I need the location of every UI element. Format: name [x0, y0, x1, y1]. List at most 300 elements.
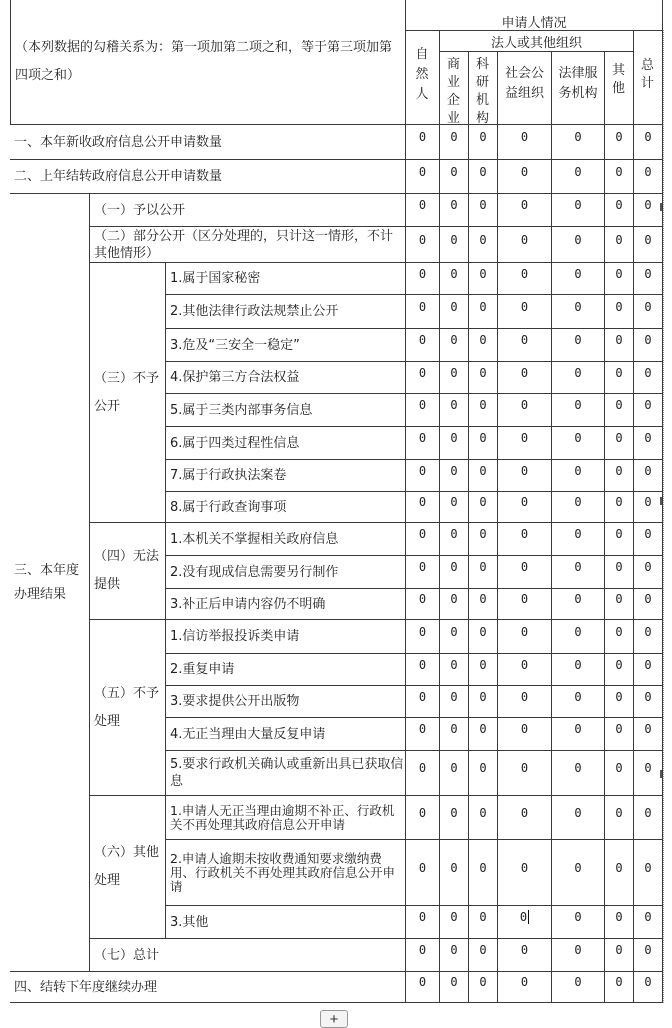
- value-social-welfare-org[interactable]: [498, 718, 552, 751]
- value-research-institute[interactable]: [469, 796, 498, 840]
- value-natural-person[interactable]: [406, 362, 440, 394]
- value-research-institute[interactable]: [469, 589, 498, 620]
- value-research-institute[interactable]: [469, 125, 498, 160]
- value-research-institute[interactable]: [469, 906, 498, 939]
- add-row-button[interactable]: +: [320, 1010, 348, 1028]
- group-not-processed: [90, 620, 166, 796]
- value-text: 0: [574, 198, 582, 212]
- value-natural-person[interactable]: [406, 263, 440, 295]
- value-social-welfare-org[interactable]: [498, 263, 552, 295]
- row-not-processed-2: [166, 654, 406, 686]
- value-natural-person[interactable]: [406, 589, 440, 620]
- value-legal-service-org[interactable]: [552, 427, 605, 460]
- value-text: 0: [574, 975, 582, 989]
- value-research-institute[interactable]: [469, 556, 498, 589]
- value-legal-service-org[interactable]: [552, 620, 605, 654]
- value-text: 0: [418, 130, 427, 144]
- value-text: 0: [615, 527, 623, 541]
- value-text: 0: [418, 910, 427, 924]
- value-social-welfare-org[interactable]: [498, 686, 552, 718]
- value-text: 0: [644, 975, 652, 989]
- row-not-disclosed-7: [166, 460, 406, 492]
- value-text: 0: [520, 198, 529, 212]
- value-text: 0: [644, 495, 652, 509]
- value-other-org[interactable]: [605, 460, 634, 492]
- value-natural-person[interactable]: [406, 718, 440, 751]
- value-text: 0: [479, 333, 487, 347]
- value-other-org[interactable]: [605, 523, 634, 556]
- value-social-welfare-org[interactable]: [498, 972, 552, 1003]
- value-text: 0: [479, 266, 487, 281]
- value-text: 0: [479, 975, 487, 989]
- value-text: 0: [615, 805, 623, 820]
- value-text: 0: [520, 860, 529, 875]
- value-total[interactable]: [634, 556, 663, 589]
- value-research-institute[interactable]: [469, 362, 498, 394]
- value-natural-person[interactable]: [406, 227, 440, 263]
- value-natural-person[interactable]: [406, 556, 440, 589]
- value-research-institute[interactable]: [469, 160, 498, 194]
- value-legal-service-org[interactable]: [552, 492, 605, 523]
- value-text: 0: [615, 266, 623, 281]
- value-text: 0: [574, 560, 582, 574]
- value-text: 0: [574, 495, 582, 509]
- value-commercial-enterprise[interactable]: [440, 329, 469, 362]
- value-natural-person[interactable]: [406, 194, 440, 227]
- value-research-institute[interactable]: [469, 654, 498, 686]
- value-commercial-enterprise[interactable]: [440, 125, 469, 160]
- value-total[interactable]: [634, 589, 663, 620]
- value-text: 0: [520, 463, 529, 478]
- value-legal-service-org[interactable]: [552, 972, 605, 1003]
- value-text: 0: [418, 860, 427, 875]
- value-commercial-enterprise[interactable]: [440, 972, 469, 1003]
- group-other-processing: [90, 796, 166, 939]
- value-legal-service-org[interactable]: [552, 686, 605, 718]
- value-other-org[interactable]: [605, 227, 634, 263]
- value-text: 0: [574, 943, 582, 957]
- value-total[interactable]: [634, 460, 663, 492]
- value-research-institute[interactable]: [469, 751, 498, 796]
- value-other-org[interactable]: [605, 654, 634, 686]
- value-text: 0: [450, 943, 458, 957]
- value-text: 0: [450, 198, 458, 212]
- value-research-institute[interactable]: [469, 686, 498, 718]
- value-other-org[interactable]: [605, 125, 634, 160]
- value-natural-person[interactable]: [406, 492, 440, 523]
- row-other-processing-1: [166, 796, 406, 840]
- value-other-org[interactable]: [605, 906, 634, 939]
- value-social-welfare-org[interactable]: [498, 556, 552, 589]
- value-other-org[interactable]: [605, 751, 634, 796]
- value-research-institute[interactable]: [469, 427, 498, 460]
- value-text: 0: [418, 943, 427, 957]
- value-text: 0: [615, 975, 623, 989]
- value-other-org[interactable]: [605, 263, 634, 295]
- value-research-institute[interactable]: [469, 227, 498, 263]
- value-research-institute[interactable]: [469, 523, 498, 556]
- col-header-legal-service-org-text: 法律服务机构: [558, 66, 598, 101]
- value-text: 0: [450, 657, 458, 672]
- value-text: 0: [450, 527, 458, 541]
- value-text: 0: [574, 431, 582, 445]
- value-text: 0: [574, 624, 582, 639]
- value-text: 0: [418, 495, 427, 509]
- value-legal-service-org[interactable]: [552, 906, 605, 939]
- col-header-total: [634, 31, 663, 125]
- page-edge-marker: [660, 770, 662, 778]
- value-text: 0: [479, 689, 487, 704]
- value-text: 0: [574, 761, 582, 775]
- value-commercial-enterprise[interactable]: [440, 751, 469, 796]
- row-not-disclosed-7-text: 7.属于行政执法案卷: [170, 468, 287, 483]
- value-social-welfare-org[interactable]: [498, 796, 552, 840]
- value-social-welfare-org[interactable]: [498, 906, 552, 939]
- value-legal-service-org[interactable]: [552, 295, 605, 329]
- value-text: 0: [520, 431, 529, 445]
- value-legal-service-org[interactable]: [552, 160, 605, 194]
- value-text: 0: [520, 689, 529, 704]
- value-commercial-enterprise[interactable]: [440, 460, 469, 492]
- value-social-welfare-org[interactable]: [498, 589, 552, 620]
- value-social-welfare-org[interactable]: [498, 194, 552, 227]
- value-other-org[interactable]: [605, 362, 634, 394]
- page-edge-line: [663, 30, 664, 1003]
- value-legal-service-org[interactable]: [552, 460, 605, 492]
- value-legal-service-org[interactable]: [552, 523, 605, 556]
- value-text: 0: [644, 365, 652, 380]
- row-not-disclosed-1: [166, 263, 406, 295]
- value-social-welfare-org[interactable]: [498, 362, 552, 394]
- value-commercial-enterprise[interactable]: [440, 620, 469, 654]
- value-legal-service-org[interactable]: [552, 362, 605, 394]
- row-not-processed-5: [166, 751, 406, 796]
- value-natural-person[interactable]: [406, 460, 440, 492]
- col-header-natural-person: [406, 31, 440, 125]
- row-carry-forward-text: 四、结转下年度继续办理: [14, 979, 158, 995]
- value-total[interactable]: [634, 295, 663, 329]
- value-legal-service-org[interactable]: [552, 194, 605, 227]
- value-text: 0: [574, 805, 582, 820]
- value-other-org[interactable]: [605, 972, 634, 1003]
- value-text: 0: [644, 805, 652, 820]
- value-social-welfare-org[interactable]: [498, 460, 552, 492]
- value-natural-person[interactable]: [406, 939, 440, 972]
- value-other-org[interactable]: [605, 160, 634, 194]
- value-total[interactable]: [634, 160, 663, 194]
- value-total[interactable]: [634, 523, 663, 556]
- row-cannot-provide-2: [166, 556, 406, 589]
- value-text: 0: [450, 860, 458, 875]
- value-text: 0: [450, 592, 458, 606]
- value-legal-service-org[interactable]: [552, 394, 605, 427]
- value-text: 0: [479, 657, 487, 672]
- value-text: 0: [520, 164, 529, 179]
- row-disclosed-text: （一）予以公开: [94, 202, 186, 218]
- value-natural-person[interactable]: [406, 654, 440, 686]
- value-research-institute[interactable]: [469, 718, 498, 751]
- value-total[interactable]: [634, 427, 663, 460]
- row-not-disclosed-8: [166, 492, 406, 523]
- value-social-welfare-org[interactable]: [498, 620, 552, 654]
- value-text: 0: [615, 333, 623, 347]
- value-commercial-enterprise[interactable]: [440, 906, 469, 939]
- value-total[interactable]: [634, 796, 663, 840]
- value-text: 0: [520, 333, 529, 347]
- value-text: 0: [418, 164, 427, 179]
- value-social-welfare-org[interactable]: [498, 840, 552, 906]
- value-commercial-enterprise[interactable]: [440, 362, 469, 394]
- value-total[interactable]: [634, 362, 663, 394]
- page-edge-marker: [660, 497, 662, 505]
- value-research-institute[interactable]: [469, 972, 498, 1003]
- value-commercial-enterprise[interactable]: [440, 394, 469, 427]
- value-research-institute[interactable]: [469, 460, 498, 492]
- value-natural-person[interactable]: [406, 295, 440, 329]
- value-text: 0: [644, 431, 652, 445]
- value-commercial-enterprise[interactable]: [440, 939, 469, 972]
- value-text: 0: [479, 943, 487, 957]
- value-social-welfare-org[interactable]: [498, 654, 552, 686]
- group-other-processing-text: （六）其他处理: [94, 845, 160, 888]
- value-commercial-enterprise[interactable]: [440, 263, 469, 295]
- value-text: 0: [644, 164, 652, 179]
- value-other-org[interactable]: [605, 427, 634, 460]
- value-legal-service-org[interactable]: [552, 840, 605, 906]
- value-text: 0: [520, 232, 529, 247]
- value-other-org[interactable]: [605, 329, 634, 362]
- col-header-other-org-text: 其他: [612, 63, 626, 96]
- value-legal-service-org[interactable]: [552, 796, 605, 840]
- value-social-welfare-org[interactable]: [498, 329, 552, 362]
- value-total[interactable]: [634, 686, 663, 718]
- value-text: 0: [644, 761, 652, 775]
- value-text: 0: [450, 431, 458, 445]
- value-text: 0: [615, 299, 623, 314]
- value-other-org[interactable]: [605, 194, 634, 227]
- row-not-disclosed-2-text: 2.其他法律行政法规禁止公开: [170, 304, 339, 319]
- value-research-institute[interactable]: [469, 939, 498, 972]
- value-natural-person[interactable]: [406, 906, 440, 939]
- value-text: 0: [479, 592, 487, 606]
- value-research-institute[interactable]: [469, 263, 498, 295]
- header-applicant-group: 申请人情况: [406, 0, 663, 31]
- value-natural-person[interactable]: [406, 796, 440, 840]
- value-text: 0: [520, 365, 529, 380]
- value-text: 0: [615, 431, 623, 445]
- value-total[interactable]: [634, 263, 663, 295]
- value-legal-service-org[interactable]: [552, 125, 605, 160]
- value-social-welfare-org[interactable]: [498, 125, 552, 160]
- value-social-welfare-org[interactable]: [498, 160, 552, 194]
- value-legal-service-org[interactable]: [552, 939, 605, 972]
- value-text: 0: [644, 198, 652, 212]
- row-not-disclosed-6: [166, 427, 406, 460]
- group-cannot-provide-text: （四）无法提供: [94, 549, 160, 592]
- col-header-social-welfare-org: [498, 52, 552, 125]
- header-note: [10, 0, 406, 125]
- value-other-org[interactable]: [605, 939, 634, 972]
- value-total[interactable]: [634, 125, 663, 160]
- value-natural-person[interactable]: [406, 751, 440, 796]
- value-legal-service-org[interactable]: [552, 654, 605, 686]
- value-text: 0: [615, 232, 623, 247]
- value-text: 0: [450, 910, 458, 924]
- value-social-welfare-org[interactable]: [498, 751, 552, 796]
- value-commercial-enterprise[interactable]: [440, 589, 469, 620]
- value-social-welfare-org[interactable]: [498, 492, 552, 523]
- row-not-disclosed-6-text: 6.属于四类过程性信息: [170, 435, 300, 451]
- value-total[interactable]: [634, 329, 663, 362]
- value-text: 0: [450, 975, 458, 989]
- value-total[interactable]: [634, 394, 663, 427]
- value-text: 0: [418, 266, 427, 281]
- value-text: 0: [479, 624, 487, 639]
- value-text: 0: [479, 527, 487, 541]
- value-commercial-enterprise[interactable]: [440, 492, 469, 523]
- value-natural-person[interactable]: [406, 160, 440, 194]
- value-text: 0: [615, 761, 623, 775]
- value-commercial-enterprise[interactable]: [440, 796, 469, 840]
- value-other-org[interactable]: [605, 589, 634, 620]
- value-research-institute[interactable]: [469, 492, 498, 523]
- value-total[interactable]: [634, 654, 663, 686]
- value-text: 0: [520, 657, 529, 672]
- value-total[interactable]: [634, 492, 663, 523]
- value-total[interactable]: [634, 751, 663, 796]
- value-natural-person[interactable]: [406, 125, 440, 160]
- value-text: 0: [644, 943, 652, 957]
- header-note-text: （本列数据的勾稽关系为：第一项加第二项之和，等于第三项加第四项之和）: [15, 40, 393, 83]
- value-commercial-enterprise[interactable]: [440, 523, 469, 556]
- value-text: 0: [574, 463, 582, 478]
- value-text: 0: [479, 805, 487, 820]
- value-other-org[interactable]: [605, 796, 634, 840]
- value-other-org[interactable]: [605, 556, 634, 589]
- value-legal-service-org[interactable]: [552, 556, 605, 589]
- value-natural-person[interactable]: [406, 329, 440, 362]
- row-not-disclosed-2: [166, 295, 406, 329]
- value-social-welfare-org[interactable]: [498, 939, 552, 972]
- value-legal-service-org[interactable]: [552, 751, 605, 796]
- value-text: 0: [479, 398, 487, 412]
- value-text: 0: [615, 860, 623, 875]
- value-text: 0: [520, 722, 529, 736]
- value-total[interactable]: [634, 194, 663, 227]
- value-text: 0: [574, 266, 582, 281]
- value-total[interactable]: [634, 718, 663, 751]
- row-not-disclosed-5-text: 5.属于三类内部事务信息: [170, 402, 313, 418]
- value-social-welfare-org[interactable]: [498, 295, 552, 329]
- value-text: 0: [418, 365, 427, 380]
- value-text: 0: [418, 560, 427, 574]
- value-research-institute[interactable]: [469, 620, 498, 654]
- value-research-institute[interactable]: [469, 394, 498, 427]
- value-text: 0: [574, 333, 582, 347]
- value-commercial-enterprise[interactable]: [440, 427, 469, 460]
- value-text: 0: [615, 130, 623, 144]
- value-other-org[interactable]: [605, 492, 634, 523]
- value-social-welfare-org[interactable]: [498, 427, 552, 460]
- value-commercial-enterprise[interactable]: [440, 160, 469, 194]
- value-total[interactable]: [634, 972, 663, 1003]
- value-total[interactable]: [634, 906, 663, 939]
- value-other-org[interactable]: [605, 840, 634, 906]
- value-commercial-enterprise[interactable]: [440, 840, 469, 906]
- value-research-institute[interactable]: [469, 329, 498, 362]
- value-total[interactable]: [634, 620, 663, 654]
- value-text: 0: [644, 910, 652, 924]
- col-header-legal-service-org: [552, 52, 605, 125]
- value-other-org[interactable]: [605, 620, 634, 654]
- value-commercial-enterprise[interactable]: [440, 654, 469, 686]
- row-cannot-provide-2-text: 2.没有现成信息需要另行制作: [170, 564, 339, 580]
- value-commercial-enterprise[interactable]: [440, 686, 469, 718]
- value-text: 0: [644, 299, 652, 314]
- value-total[interactable]: [634, 840, 663, 906]
- row-other-processing-2-text: 2.申请人逾期未按收费通知要求缴纳费用、行政机关不再处理其政府信息公开申请: [170, 850, 396, 894]
- value-other-org[interactable]: [605, 718, 634, 751]
- value-natural-person[interactable]: [406, 840, 440, 906]
- value-commercial-enterprise[interactable]: [440, 556, 469, 589]
- value-text: 0: [644, 333, 652, 347]
- value-legal-service-org[interactable]: [552, 718, 605, 751]
- value-legal-service-org[interactable]: [552, 263, 605, 295]
- value-commercial-enterprise[interactable]: [440, 227, 469, 263]
- value-commercial-enterprise[interactable]: [440, 295, 469, 329]
- group-section3: [10, 194, 90, 972]
- value-text: 0: [450, 761, 458, 775]
- value-commercial-enterprise[interactable]: [440, 718, 469, 751]
- value-social-welfare-org[interactable]: [498, 523, 552, 556]
- value-other-org[interactable]: [605, 394, 634, 427]
- value-text: 0: [479, 365, 487, 380]
- value-text: 0: [479, 198, 487, 212]
- value-total[interactable]: [634, 227, 663, 263]
- value-commercial-enterprise[interactable]: [440, 194, 469, 227]
- value-social-welfare-org[interactable]: [498, 394, 552, 427]
- value-natural-person[interactable]: [406, 686, 440, 718]
- value-other-org[interactable]: [605, 686, 634, 718]
- row-not-disclosed-3-text: 3.危及“三安全一稳定”: [170, 337, 300, 353]
- group-not-disclosed: [90, 263, 166, 523]
- value-natural-person[interactable]: [406, 620, 440, 654]
- value-research-institute[interactable]: [469, 295, 498, 329]
- value-natural-person[interactable]: [406, 972, 440, 1003]
- value-text: 0: [450, 130, 458, 144]
- value-other-org[interactable]: [605, 295, 634, 329]
- group-cannot-provide: [90, 523, 166, 620]
- value-text: 0: [644, 398, 652, 412]
- value-research-institute[interactable]: [469, 840, 498, 906]
- value-total[interactable]: [634, 939, 663, 972]
- value-natural-person[interactable]: [406, 394, 440, 427]
- value-legal-service-org[interactable]: [552, 589, 605, 620]
- value-social-welfare-org[interactable]: [498, 227, 552, 263]
- value-text: 0: [418, 592, 427, 606]
- value-text: 0: [450, 164, 458, 179]
- value-legal-service-org[interactable]: [552, 227, 605, 263]
- value-natural-person[interactable]: [406, 427, 440, 460]
- row-cannot-provide-3-text: 3.补正后申请内容仍不明确: [170, 596, 326, 612]
- value-text: 0: [574, 910, 582, 924]
- value-text: 0: [479, 560, 487, 574]
- value-natural-person[interactable]: [406, 523, 440, 556]
- value-text: 0: [574, 689, 582, 704]
- value-legal-service-org[interactable]: [552, 329, 605, 362]
- value-research-institute[interactable]: [469, 194, 498, 227]
- value-text: 0: [520, 495, 529, 509]
